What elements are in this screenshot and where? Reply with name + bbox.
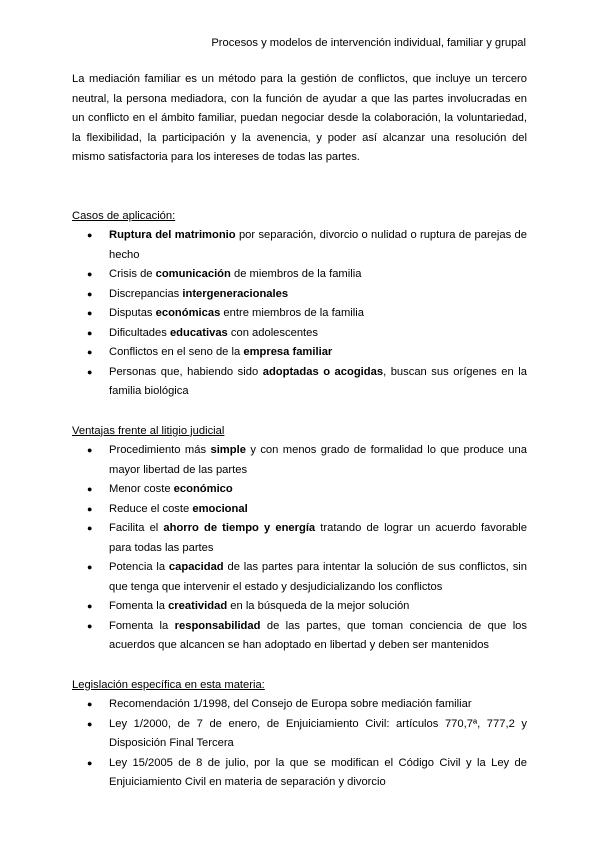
bullet-icon: ● (87, 718, 93, 729)
item-text-continued: , buscan sus orígenes en la familia biológica (109, 365, 527, 397)
list-item (72, 441, 527, 480)
bullet-icon: ● (87, 445, 93, 455)
spacer (72, 402, 527, 422)
section-title-ventajas: Ventajas frente al litigio judicial (72, 424, 225, 437)
item-emphasis: intergeneracionales (182, 287, 289, 300)
list-item (72, 343, 527, 363)
bullet-icon: ● (87, 620, 93, 631)
item-emphasis: económico (173, 483, 233, 495)
section-title-casos: Casos de aplicación: (72, 209, 176, 222)
item-emphasis: capacidad (168, 561, 224, 573)
item-text-continued: por separación, divorcio o nulidad o ruptura de parejas de hecho (109, 229, 527, 261)
bullet-icon: ● (87, 347, 93, 357)
item-text-continued: en la búsqueda de la mejor solución (227, 600, 410, 612)
list-item (72, 226, 527, 265)
list-item (72, 558, 527, 597)
bullet-icon: ● (87, 601, 93, 611)
item-text: Procedimiento más (109, 444, 211, 456)
casos-list (72, 226, 527, 402)
list-item (72, 285, 527, 305)
item-text: Reduce el coste (109, 502, 193, 515)
item-emphasis: Ruptura del matrimonio (109, 229, 236, 241)
item-emphasis: educativas (169, 326, 228, 339)
list-item (72, 500, 527, 520)
item-emphasis: creatividad (168, 600, 228, 612)
item-text: Menor coste (109, 483, 174, 495)
item-text: Disputas (109, 307, 156, 319)
bullet-icon: ● (87, 327, 93, 338)
list-item (72, 265, 527, 285)
item-text: Fomenta la (109, 619, 175, 632)
item-emphasis: simple (210, 444, 246, 456)
item-text-continued: con adolescentes (227, 326, 318, 339)
list-item (72, 304, 527, 324)
list-item (72, 363, 527, 402)
bullet-icon: ● (87, 269, 93, 279)
spacer (72, 168, 527, 207)
item-text-continued: de las partes para intentar la solución de sus conflictos, sin que tenga que intervenir el estado y desjudicializando los conflictos (109, 561, 528, 593)
item-text: Recomendación 1/1998, del Consejo de Europa sobre mediación familiar (109, 698, 472, 710)
item-text-continued: entre miembros de la familia (220, 307, 364, 319)
item-text: Personas que, habiendo sido (109, 365, 263, 378)
item-text: Dificultades (109, 326, 170, 339)
item-text: Potencia la (109, 561, 169, 573)
bullet-icon: ● (87, 484, 93, 494)
page-header: Procesos y modelos de intervención individual, familiar y grupal (211, 37, 526, 49)
list-item (72, 617, 527, 656)
list-item (72, 519, 527, 558)
intro-paragraph: La mediación familiar es un método para la gestión de conflictos, que incluye un tercero neutral, la persona mediadora, con la función de ayudar a que las partes involucradas en un conflicto en el ámbito familiar, puedan negociar desde la colaboración, la voluntariedad, la flexibilidad, la participación y la avenencia, y poder así alcanzar una resolución del mismo satisfactoria para los intereses de todas las partes. (72, 73, 527, 163)
list-item (72, 480, 527, 500)
list-item (72, 695, 527, 715)
list-item (72, 715, 527, 754)
list-item (72, 324, 527, 344)
item-text-continued: y con menos grado de formalidad lo que produce una mayor libertad de las partes (109, 444, 527, 476)
item-text-continued: tratando de lograr un acuerdo favorable para todas las partes (109, 522, 527, 554)
list-item (72, 597, 527, 617)
item-emphasis: adoptadas o acogidas (262, 365, 384, 378)
item-text-continued: de miembros de la familia (230, 268, 362, 280)
spacer (72, 656, 527, 676)
bullet-icon: ● (87, 503, 93, 514)
item-text: Conflictos en el seno de la (109, 346, 244, 358)
bullet-icon: ● (87, 366, 93, 377)
bullet-icon: ● (87, 757, 93, 768)
bullet-icon: ● (87, 288, 93, 299)
bullet-icon: ● (87, 308, 93, 318)
item-emphasis: responsabilidad (174, 619, 261, 632)
item-emphasis: emocional (192, 502, 248, 515)
bullet-icon: ● (87, 523, 93, 533)
item-text-continued: de las partes, que toman conciencia de que los acuerdos que alcancen se han adoptado en libertad y deben ser mantenidos (109, 619, 527, 651)
item-text: Ley 1/2000, de 7 de enero, de Enjuiciamiento Civil: artículos 770,7ª, 777,2 y Disposición Final Tercera (109, 717, 527, 749)
ventajas-list (72, 441, 527, 656)
item-text: Fomenta la (109, 600, 169, 612)
section-title-legislacion: Legislación específica en esta materia: (72, 678, 265, 691)
item-text: Crisis de (109, 268, 156, 280)
bullet-icon: ● (87, 562, 93, 572)
item-text: Discrepancias (109, 287, 183, 300)
item-emphasis: comunicación (155, 268, 231, 280)
legislacion-list (72, 695, 527, 793)
bullet-icon: ● (87, 230, 93, 240)
item-emphasis: económicas (155, 307, 221, 319)
item-emphasis: empresa familiar (243, 346, 333, 358)
item-text: Facilita el (109, 522, 164, 534)
item-text: Ley 15/2005 de 8 de julio, por la que se modifican el Código Civil y la Ley de Enjuiciamiento Civil en materia de separación y divorcio (109, 756, 527, 788)
list-item (72, 754, 527, 793)
bullet-icon: ● (87, 699, 93, 709)
item-emphasis: ahorro de tiempo y energía (163, 522, 316, 534)
document-body (72, 70, 527, 793)
